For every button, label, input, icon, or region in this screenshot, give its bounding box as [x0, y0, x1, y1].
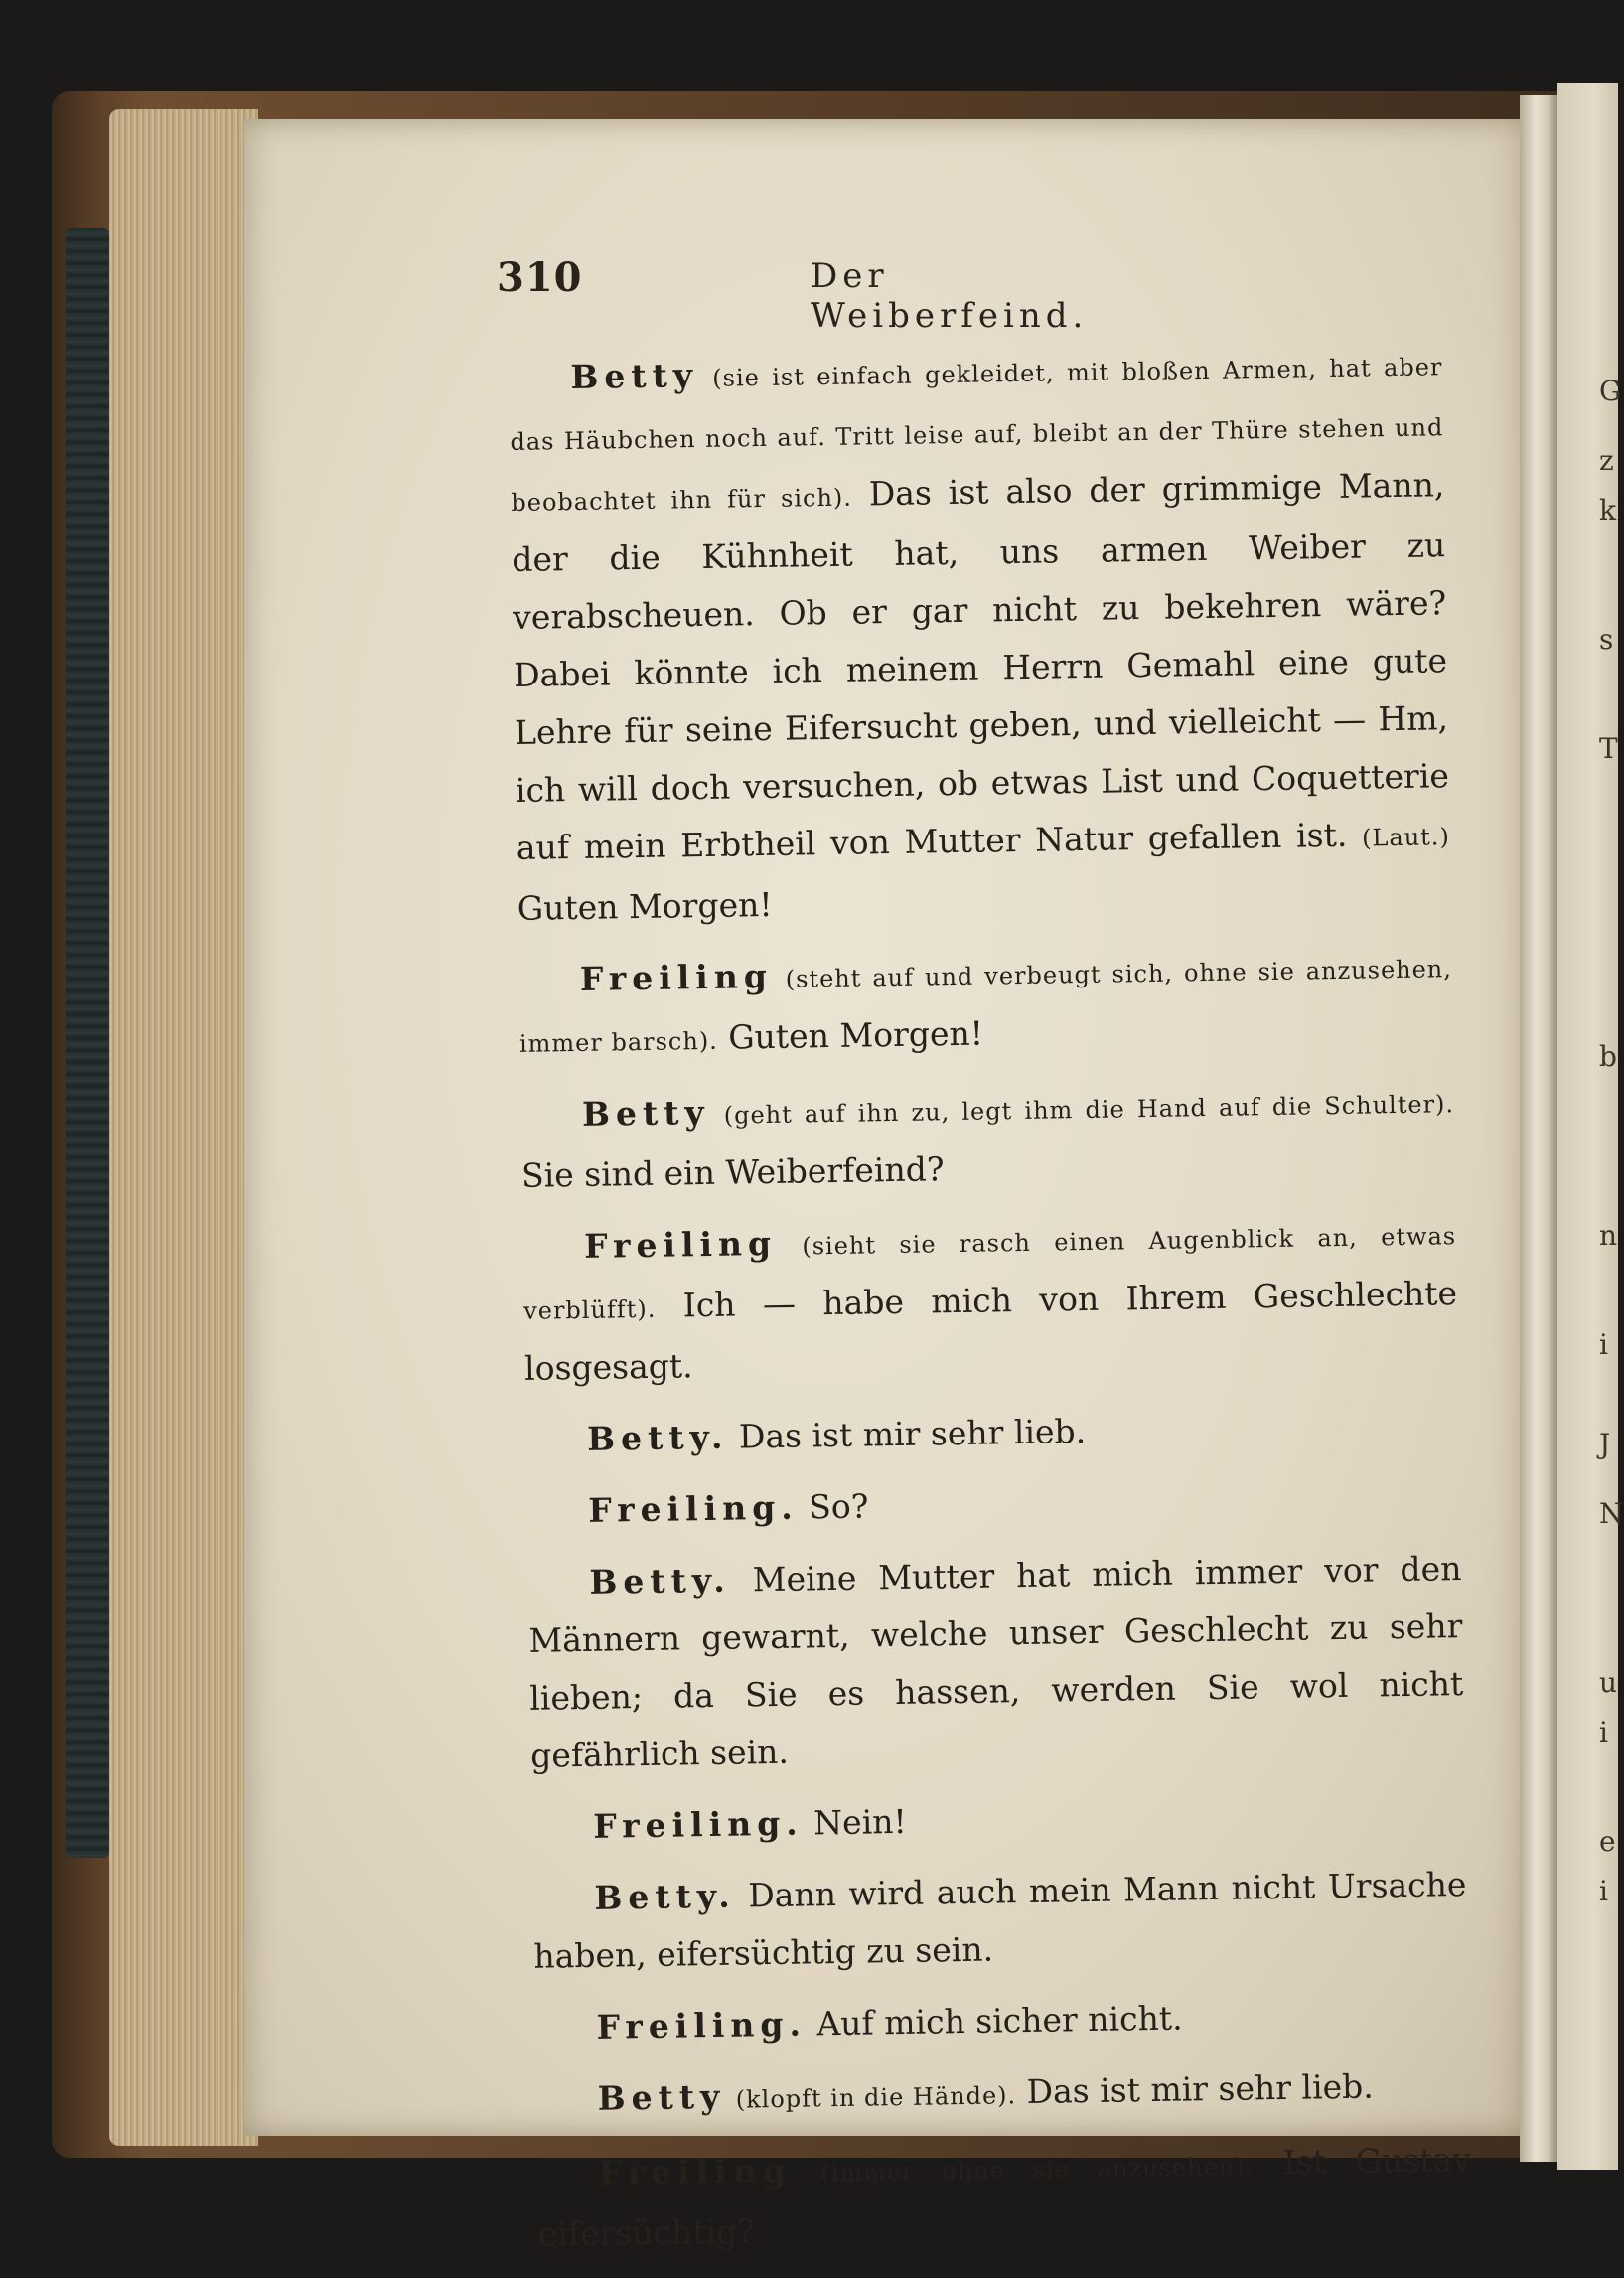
- page-gutter: [1520, 95, 1559, 2162]
- dialogue-paragraph: [532, 1856, 1468, 1986]
- stage-direction: (geht auf ihn zu, legt ihm die Hand auf die Schulter).: [723, 1090, 1455, 1130]
- dialogue-text: Guten Morgen!: [727, 1013, 984, 1057]
- dialogue-paragraph: [526, 1468, 1461, 1541]
- stage-direction: (sie ist einfach gekleidet, mit bloßen Armen, hat aber das Häubchen noch auf. Tritt leise auf, bleibt an der Thüre stehen und beobachtet ihn für sich).: [510, 353, 1444, 517]
- dialogue-text: Ich — habe mich von Ihrem Geschlechte losgesagt.: [523, 1274, 1458, 1388]
- speaker-name: Betty.: [586, 1417, 729, 1458]
- facing-page-letter: G: [1599, 375, 1622, 407]
- speaker-name: Betty: [581, 1092, 710, 1134]
- speaker-name: Freiling.: [596, 2004, 808, 2047]
- dialogue-paragraph: [525, 1397, 1460, 1469]
- dialogue-text: Sie sind ein Weiberfeind?: [520, 1149, 945, 1195]
- speaker-name: Freiling.: [593, 1803, 805, 1846]
- facing-page-letter: J: [1599, 1428, 1611, 1460]
- dialogue-paragraph: [534, 1985, 1469, 2057]
- facing-page-letter: u: [1599, 1666, 1618, 1699]
- facing-page-letter: z: [1599, 444, 1614, 477]
- speaker-name: Betty.: [594, 1876, 737, 1917]
- dialogue-paragraph: [531, 1784, 1466, 1857]
- dialogue-paragraph: [536, 2131, 1472, 2264]
- facing-page-letter: i: [1599, 1328, 1608, 1361]
- page-header: [497, 254, 1132, 336]
- book-spine: [66, 228, 109, 1858]
- facing-page-letter: N: [1599, 1497, 1624, 1530]
- dialogue-paragraph: [535, 2056, 1470, 2132]
- facing-page-letter: n: [1599, 1219, 1618, 1252]
- dialogue-text: Ist Gustav eifersüchtig?: [537, 2140, 1472, 2254]
- page-text: [509, 335, 1472, 2278]
- dialogue-text: So?: [808, 1486, 869, 1527]
- speaker-name: Freiling.: [588, 1487, 800, 1530]
- speaker-name: Freiling: [583, 1223, 778, 1266]
- facing-page-letter: k: [1599, 494, 1616, 527]
- speaker-name: Betty: [597, 2076, 726, 2118]
- dialogue-text: Auf mich sicher nicht.: [816, 1998, 1183, 2044]
- speaker-name: Betty.: [589, 1560, 732, 1601]
- stage-direction: (sieht sie rasch einen Augenblick an, etwas verblüfft).: [522, 1222, 1457, 1325]
- dialogue-text: Das ist also der grimmige Mann, der die Kühnheit hat, uns armen Weiber zu verabscheuen. Ob er gar nicht zu bekehren wäre? Dabei könnte ich meinem Herrn Gemahl eine gute Lehre für seine Eifersucht geben, und vielleicht — Hm, ich will doch versuchen, ob etwas List und Coquetterie auf mein Erbtheil von Mutter Natur gefallen ist.: [512, 465, 1450, 867]
- facing-page-letter: T: [1599, 732, 1618, 765]
- dialogue-text: Meine Mutter hat mich immer vor den Männern gewarnt, welche unser Geschlecht zu sehr lieben; da Sie es hassen, werden Sie wol nicht gefährlich sein.: [528, 1549, 1464, 1775]
- running-head: Der Weiberfeind.: [811, 256, 1089, 336]
- dialogue-paragraph: [527, 1540, 1465, 1785]
- dialogue-text: Guten Morgen!: [517, 884, 773, 928]
- stage-direction: (immer ohne sie anzusehen).: [820, 2152, 1255, 2188]
- facing-page-letter: b: [1599, 1040, 1617, 1073]
- speaker-name: Freiling: [598, 2150, 793, 2193]
- dialogue-paragraph: [520, 1072, 1456, 1205]
- dialogue-paragraph: [522, 1204, 1459, 1398]
- facing-page-letter: e: [1599, 1825, 1616, 1858]
- dialogue-text: Dann wird auch mein Mann nicht Ursache haben, eifersüchtig zu sein.: [533, 1865, 1467, 1976]
- stage-direction: (Laut.): [1361, 823, 1451, 852]
- facing-page-letter: i: [1599, 1716, 1608, 1748]
- stage-direction: (klopft in die Hände).: [735, 2081, 1017, 2114]
- facing-page-letter: s: [1599, 623, 1614, 656]
- dialogue-paragraph: [518, 937, 1454, 1073]
- dialogue-text: Das ist mir sehr lieb.: [1026, 2066, 1375, 2112]
- facing-page-letter: i: [1599, 1875, 1608, 1907]
- page-edges: [109, 109, 258, 2146]
- page-number: 310: [497, 254, 583, 301]
- dialogue-text: Nein!: [812, 1801, 908, 1843]
- dialogue-paragraph: [509, 335, 1451, 938]
- stage-direction: (steht auf und verbeugt sich, ohne sie anzusehen, immer barsch).: [518, 955, 1453, 1058]
- dialogue-text: Das ist mir sehr lieb.: [738, 1412, 1087, 1456]
- speaker-name: Betty: [570, 356, 699, 397]
- speaker-name: Freiling: [579, 956, 774, 998]
